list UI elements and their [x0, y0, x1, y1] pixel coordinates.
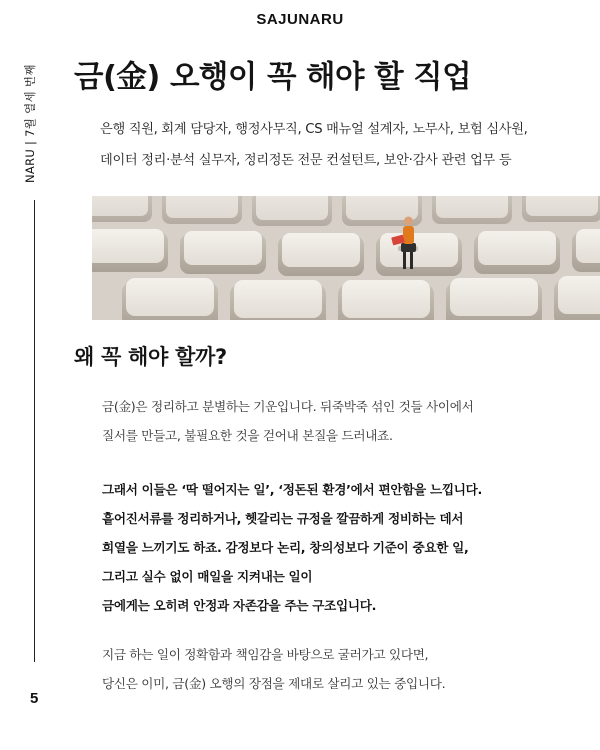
page-title: 금(金) 오행이 꼭 해야 할 직업 — [74, 60, 472, 95]
paragraph-line: 금에게는 오히려 안정과 자존감을 주는 구조입니다. — [102, 598, 377, 613]
side-divider — [34, 200, 35, 662]
job-list — [100, 114, 570, 176]
page-number: 5 — [30, 690, 39, 707]
paragraph-line: 그리고 실수 없이 매일을 지켜내는 일이 — [102, 569, 313, 584]
paragraph-emphasis — [102, 475, 572, 620]
paragraph-line: 지금 하는 일이 정확함과 책임감을 바탕으로 굴러가고 있다면, — [102, 647, 429, 662]
job-list-line: 은행 직원, 회계 담당자, 행정사무직, CS 매뉴얼 설계자, 노무사, 보험 심사원, — [100, 122, 528, 137]
section-title: 왜 꼭 해야 할까? — [74, 345, 227, 369]
paragraph-line: 흩어진서류를 정리하거나, 헷갈리는 규정을 깔끔하게 정비하는 데서 — [102, 511, 464, 526]
paragraph-line: 금(金)은 정리하고 분별하는 기운입니다. 뒤죽박죽 섞인 것들 사이에서 — [102, 399, 474, 414]
paragraph-line: 당신은 이미, 금(金) 오행의 장점을 제대로 살리고 있는 중입니다. — [102, 676, 446, 691]
paragraph-line: 그래서 이들은 ‘딱 떨어지는 일’, ‘정돈된 환경’에서 편안함을 느낍니다. — [102, 482, 482, 497]
brand-logo: SAJUNARU — [256, 11, 344, 28]
paragraph-intro — [102, 392, 572, 450]
issue-label: NARU | 7월 열세 번째 — [23, 64, 37, 183]
keyboard-illustration — [92, 196, 600, 320]
paragraph-closing — [102, 640, 572, 698]
paragraph-line: 희열을 느끼기도 하죠. 감정보다 논리, 창의성보다 기준이 중요한 일, — [102, 540, 469, 555]
paragraph-line: 질서를 만들고, 불필요한 것을 걷어내 본질을 드러내죠. — [102, 428, 393, 443]
keyboard-photo — [92, 196, 600, 320]
job-list-line: 데이터 정리·분석 실무자, 정리정돈 전문 컨설턴트, 보안·감사 관련 업무 등 — [100, 153, 512, 168]
key-row-front — [122, 276, 600, 320]
